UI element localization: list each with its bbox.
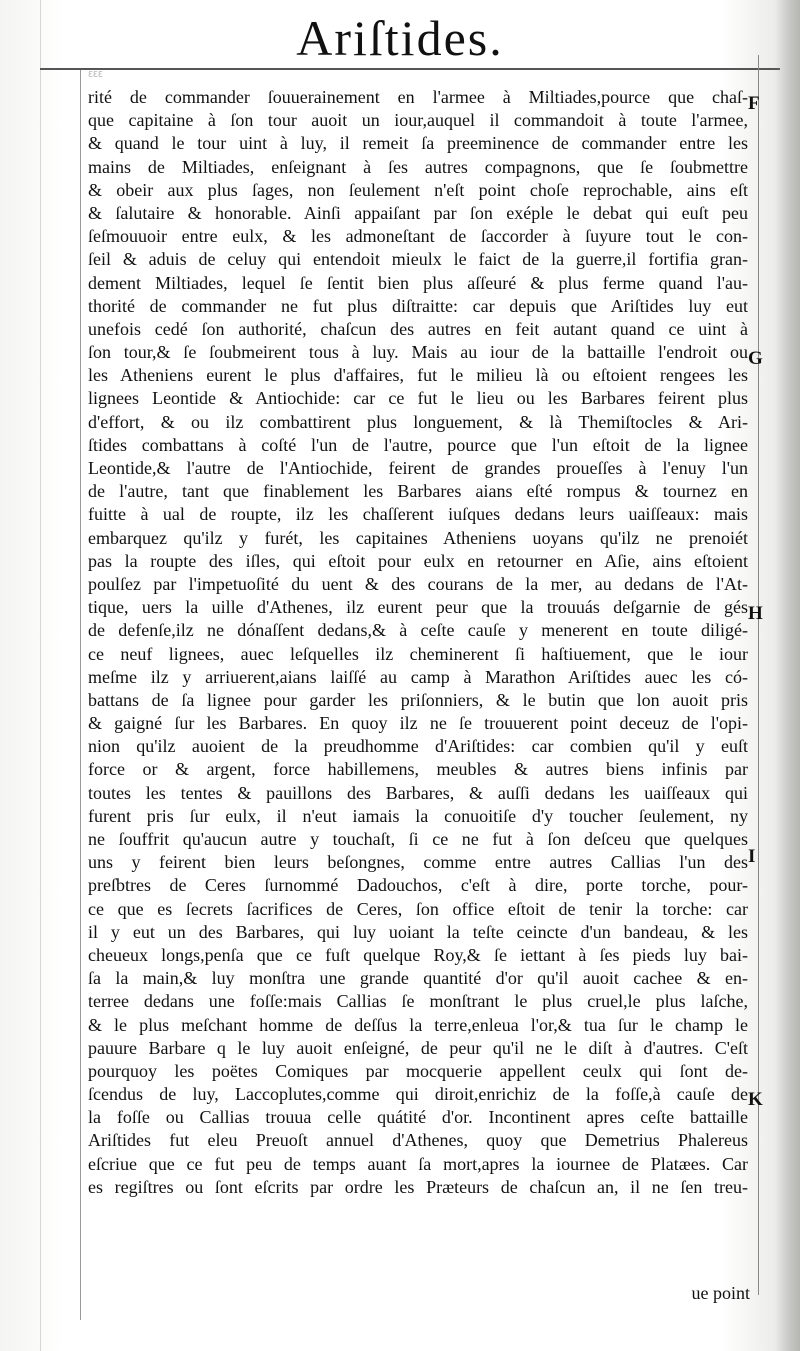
text-line: poulſez par l'impetuoſité du uent & des courans de la mer, au dedans de l'At-	[88, 573, 748, 594]
text-line: les Atheniens eurent le plus d'affaires, fut le milieu là ou eſtoient rengees les	[88, 365, 748, 386]
text-line: ſeſmouuoir entre eulx, & les admoneſtant de ſaccorder à ſuyure tout le con-	[88, 226, 748, 247]
text-line: rité de commander ſouuerainement en l'armee à Miltiades,pource que chaſ-	[88, 87, 748, 107]
margin-letter-h: H	[748, 603, 763, 624]
text-line: eſcriue que ce fut peu de temps auant ſa mort,apres la iournee de Platæes. Car	[88, 1153, 748, 1174]
left-margin-rule	[80, 70, 81, 1320]
text-line: terree dedans une foſſe:mais Callias ſe monſtrant le plus cruel,le plus laſche,	[88, 991, 748, 1012]
text-line: uns y feirent bien leurs beſongnes, comme entre autres Callias l'un des	[88, 852, 748, 873]
text-line: & quand le tour uint à luy, il remeit ſa preeminence de commander entre les	[88, 133, 748, 154]
text-line: unefois cedé ſon authorité, chaſcun des autres en feit autant quand ce uint à	[88, 318, 748, 339]
text-line: & gaigné ſur les Barbares. En quoy ilz ne ſe trouuerent point deceuz de l'opi-	[88, 713, 748, 734]
text-line: dement Miltiades, lequel ſe ſentit bien plus aſſeuré & plus ferme quand l'au-	[88, 272, 748, 293]
margin-letter-g: G	[748, 348, 763, 369]
text-line: cheueux longs,penſa que ce fuſt quelque Roy,& ſe iettant à ſes pieds luy bai-	[88, 944, 748, 965]
text-line: force or & argent, force habillemens, meubles & autres biens infinis par	[88, 759, 748, 780]
catchword: ue point	[691, 1283, 750, 1303]
text-line: ſon tour,& ſe ſoubmeirent tous à luy. Mais au iour de la battaille l'endroit ou	[88, 342, 748, 363]
text-line: ne ſouffrit qu'aucun autre y touchaſt, ſi ce ne fut à ſon deſceu que quelques	[88, 829, 748, 849]
text-line: mains de Miltiades, enſeignant à ſes autres compagnons, que ſe ſoubmettre	[88, 156, 748, 177]
text-line: la foſſe ou Callias trouua celle quátité d'or. Incontinent apres ceſte battaille	[88, 1107, 748, 1128]
running-head: Ariſtides.	[296, 10, 504, 66]
text-line: Ariſtides fut eleu Preuoſt annuel d'Athenes, quoy que Demetrius Phalereus	[88, 1130, 748, 1151]
text-line: & ſalutaire & honorable. Ainſi appaiſant par ſon exéple le debat qui euſt peu	[88, 202, 748, 223]
margin-letter-i: I	[748, 846, 756, 867]
text-line: toutes les tentes & pauillons des Barbares, & auſſi dedans les uaiſſeaux qui	[88, 782, 748, 803]
page-fold-line	[40, 0, 41, 1351]
margin-letter-k: K	[748, 1089, 763, 1110]
text-line: embarquez qu'ilz y furét, les capitaines Atheniens uoyans qu'ilz ne prenoiét	[88, 527, 748, 548]
text-line: pauure Barbare q le luy auoit enſeigné, de peur qu'il ne le diſt à d'autres. C'eſt	[88, 1037, 748, 1058]
text-line: il y eut un des Barbares, qui luy uoiant la teſte ceincte d'un bandeau, & les	[88, 921, 748, 942]
text-line: & le plus meſchant homme de deſſus la terre,enleua l'or,& tua ſur le champ le	[88, 1014, 748, 1035]
text-line: que capitaine à ſon tour auoit un iour,auquel il commandoit à toute l'armee,	[88, 110, 748, 131]
text-line: es regiſtres ou ſont eſcrits par ordre les Præteurs de chaſcun an, il ne ſen treu-	[88, 1176, 748, 1197]
text-line: d'effort, & ou ilz combattirent plus longuement, & là Themiſtocles & Ari-	[88, 411, 748, 432]
text-line: ce que es ſecrets ſacrifices de Ceres, ſon office eſtoit de tenir la torche: car	[88, 898, 748, 919]
text-line: ſtides combattans à coſté l'un de l'autre, pource que l'un eſtoit de la lignee	[88, 434, 748, 455]
page-edge-shadow	[774, 0, 800, 1351]
text-line: ce neuf lignees, auec leſquelles ilz cheminerent ſi haſtiuement, que le iour	[88, 643, 748, 664]
text-line: de defenſe,ilz ne dónaſſent dedans,& à ceſte cauſe y menerent en toute diligé-	[88, 620, 748, 641]
text-line: & obeir aux plus ſages, non ſeulement n'eſt point choſe reprochable, ains eſt	[88, 179, 748, 200]
text-line: preſbtres de Ceres ſurnommé Dadouchos, c'eſt à dire, porte torche, pour-	[88, 875, 748, 896]
text-line: pourquoy les poëtes Comiques par mocquerie appellent ceulx qui ſont de-	[88, 1060, 748, 1081]
text-line: furent pris ſur eulx, il n'eut iamais la conuoitiſe d'y toucher ſeulement, ny	[88, 805, 748, 826]
text-line: ſcendus de luy, Laccoplutes,comme qui diroit,enrichiz de la foſſe,à cauſe de	[88, 1084, 748, 1105]
text-line: de l'autre, tant que finablement les Barbares aians eſté rompus & tournez en	[88, 481, 748, 502]
text-line: lignees Leontide & Antiochide: car ce fut le lieu ou les Barbares feirent plus	[88, 388, 748, 409]
text-line: battans de ſa lignee pour garder les priſonniers, & le butin que lon auoit pris	[88, 689, 748, 710]
text-line: Leontide,& l'autre de l'Antiochide, feirent de grandes proueſſes à l'enuy l'un	[88, 458, 748, 478]
margin-letter-f: F	[748, 93, 760, 114]
text-line: ſa la main,& luy monſtra une grande quantité d'or qu'il auoit cachee & en-	[88, 968, 748, 989]
text-line: pas la roupte des iſles, qui eſtoit pour eulx en retourner en Aſie, ains eſtoient	[88, 550, 748, 571]
top-mark: ƐƐƐ	[88, 70, 103, 79]
body-text	[88, 86, 748, 1199]
header-rule	[40, 68, 780, 70]
text-line: tique, uers la uille d'Athenes, ilz eurent peur que la trouuás deſgarnie de gés	[88, 597, 748, 618]
text-line: nion qu'ilz auoient de la preudhomme d'Ariſtides: car combien qu'il y euſt	[88, 736, 748, 757]
text-line: fuitte à ual de roupte, ilz les chaſſerent iuſques dedans leurs uaiſſeaux: mais	[88, 504, 748, 525]
text-line: ſeil & aduis de celuy qui entendoit mieulx le faict de la guerre,il fortifia gran-	[88, 249, 748, 270]
text-line: meſme ilz y arriuerent,aians laiſſé au camp à Marathon Ariſtides auec les có-	[88, 666, 748, 687]
text-line: thorité de commander ne fut plus diſtraitte: car depuis que Ariſtides luy eut	[88, 295, 748, 316]
